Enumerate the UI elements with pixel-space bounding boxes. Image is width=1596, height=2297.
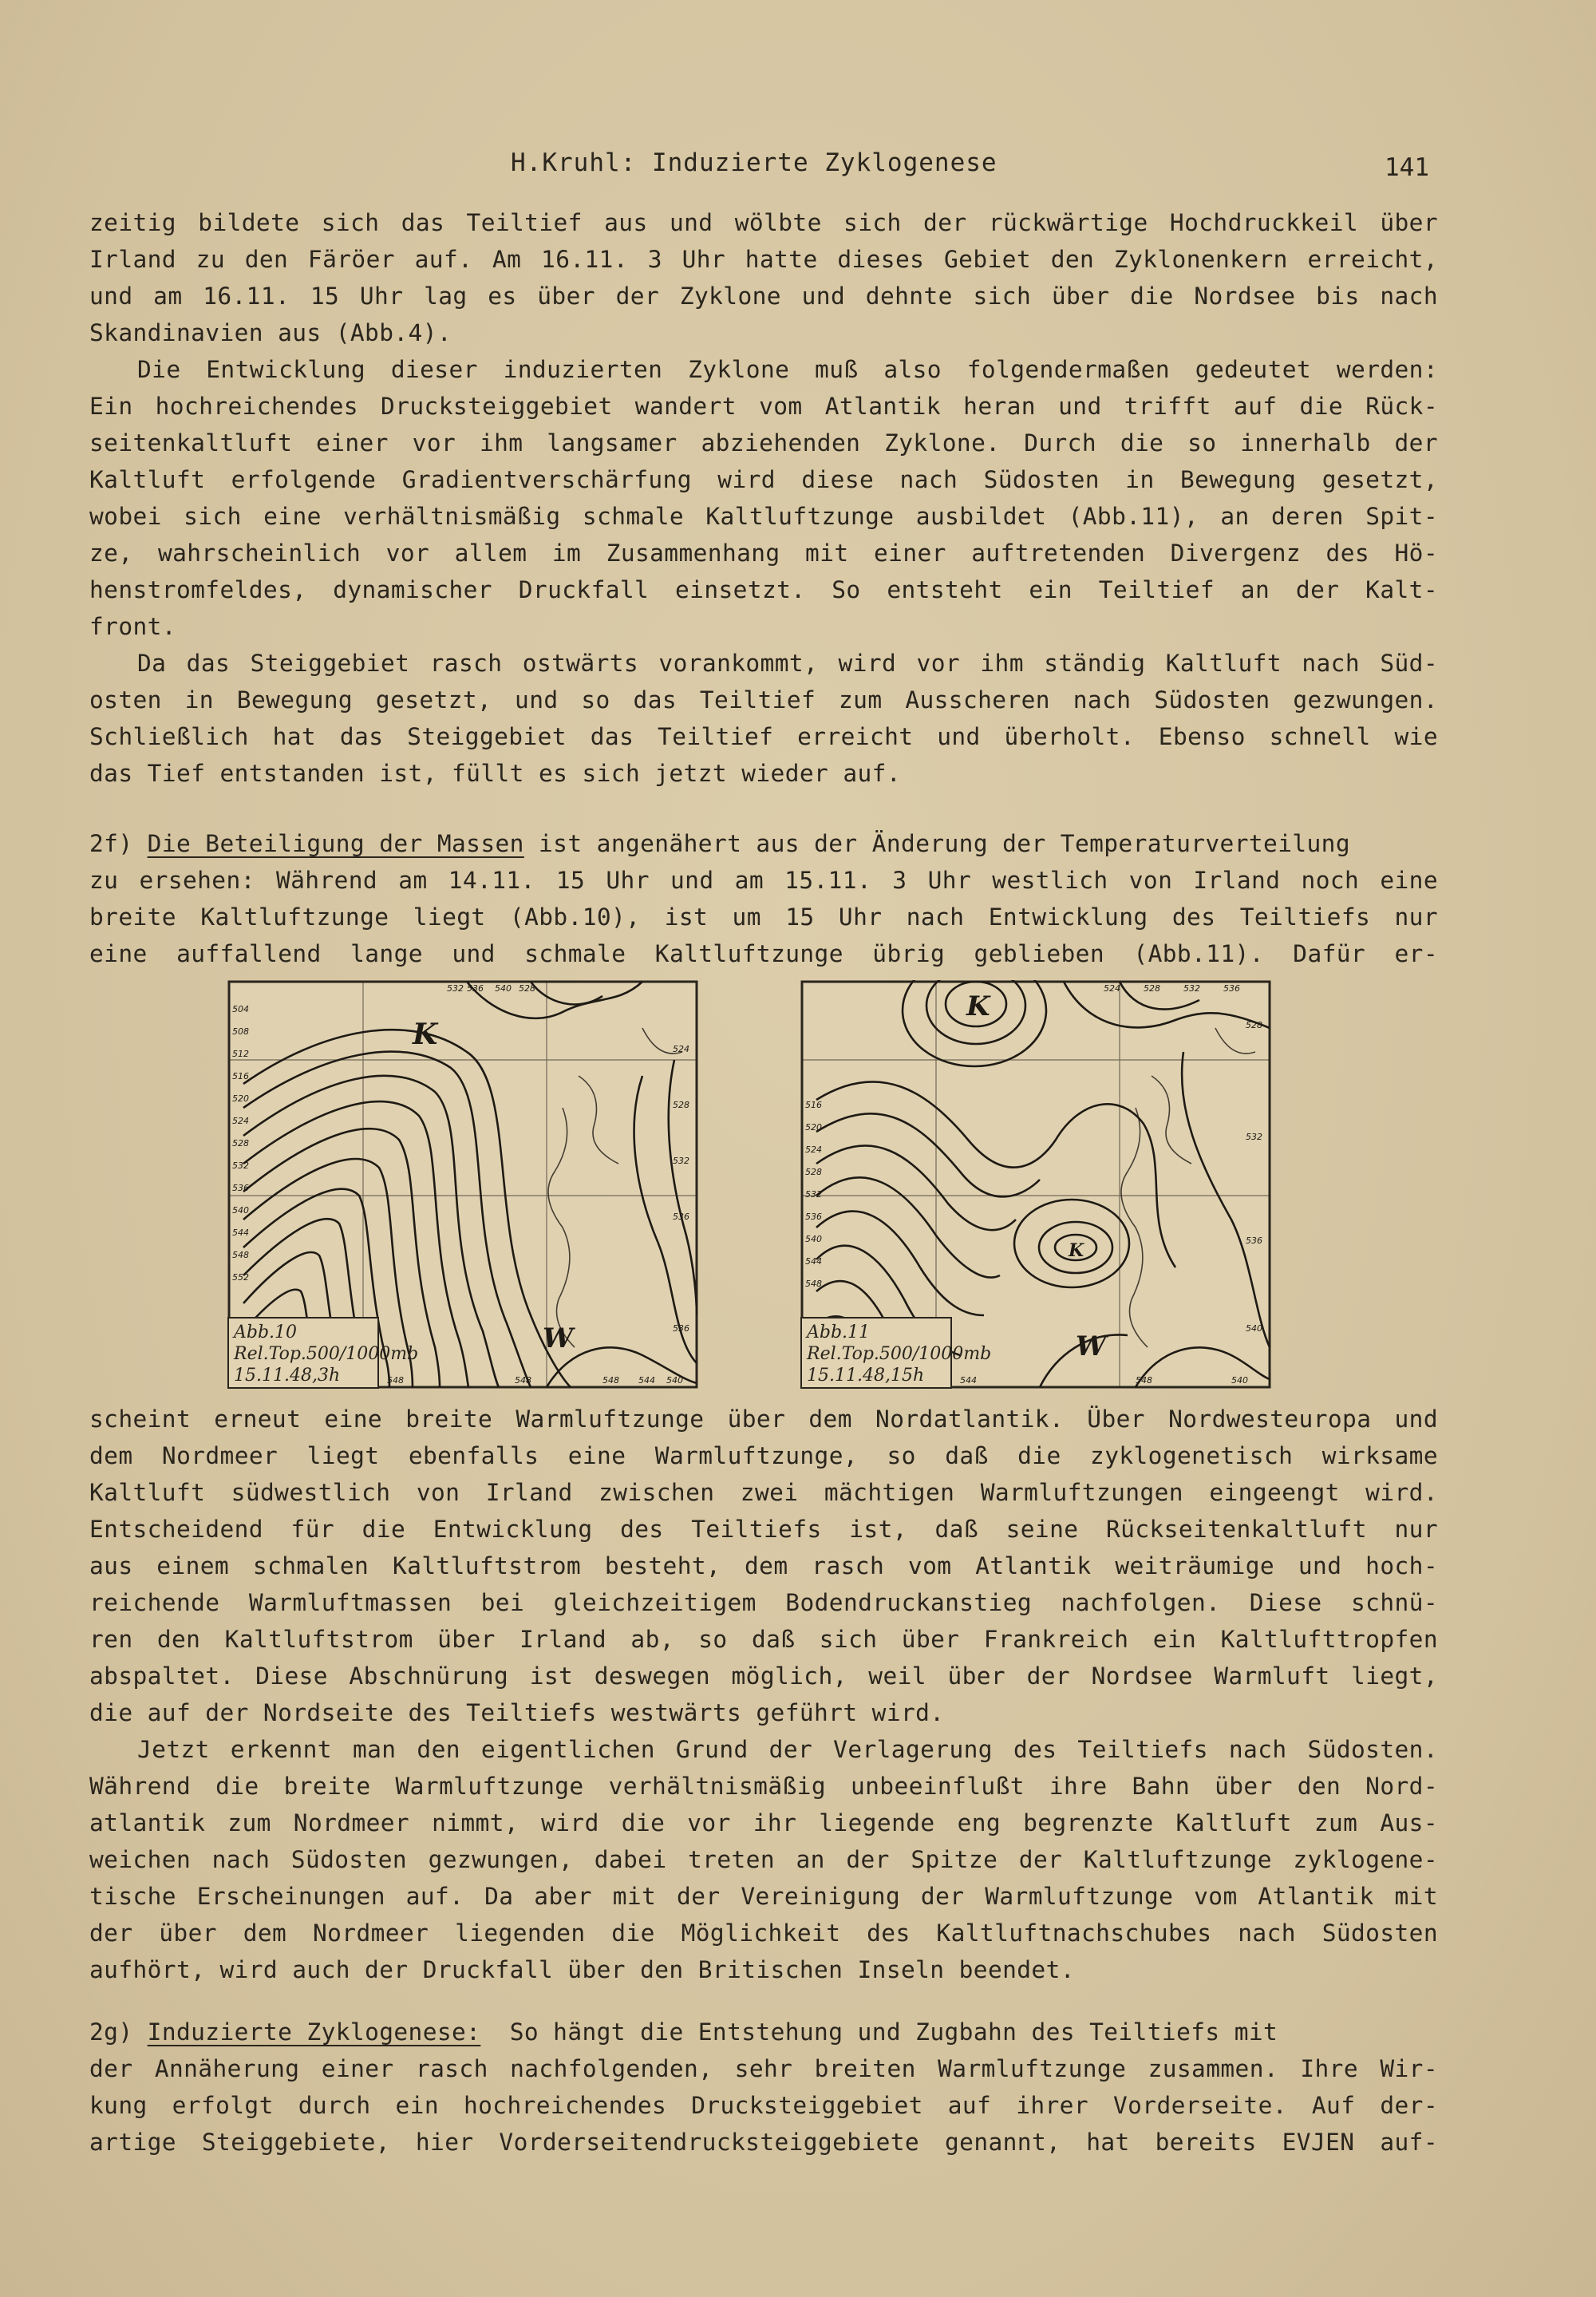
tick-label: 528 <box>673 1100 689 1110</box>
text-line: weichen nach Südosten gezwungen, dabei treten an der Spitze der Kaltluftzunge zyklogene- <box>89 1846 1438 1873</box>
tick-label: 540 <box>232 1205 249 1216</box>
section-number: 2g) <box>89 2018 133 2046</box>
text-line: Während die breite Warmluftzunge verhältnismäßig unbeeinflußt ihre Bahn über den Nord- <box>89 1773 1438 1800</box>
tick-label: 516 <box>805 1100 822 1110</box>
tick-label: 532 <box>232 1160 249 1171</box>
tick-label: 544 <box>638 1375 655 1386</box>
label-k: K <box>413 1018 438 1051</box>
text-line: wobei sich eine verhältnismäßig schmale Kaltluftzunge ausbildet (Abb.11), an deren Spit- <box>89 503 1438 530</box>
tick-label: 528 <box>519 983 535 994</box>
label-k: K <box>966 990 990 1022</box>
figure-abb10 <box>227 980 698 1389</box>
text-line: zeitig bildete sich das Teiltief aus und wölbte sich der rückwärtige Hochdruckkeil über <box>89 209 1438 236</box>
text-line: ren den Kaltluftstrom über Irland ab, so daß sich über Frankreich ein Kaltlufttropfen <box>89 1626 1438 1653</box>
caption-title: Abb.10 <box>234 1322 298 1342</box>
tick-label: 532 <box>673 1156 689 1166</box>
tick-label: 536 <box>232 1183 249 1193</box>
page-number: 141 <box>1385 153 1429 182</box>
text-line: seitenkaltluft einer vor ihm langsamer abziehenden Zyklone. Durch die so innerhalb der <box>89 429 1438 457</box>
text-line: Schließlich hat das Steiggebiet das Teiltief erreicht und überholt. Ebenso schnell wie <box>89 723 1438 750</box>
text-line: henstromfeldes, dynamischer Druckfall einsetzt. So entsteht ein Teiltief an der Kalt- <box>89 576 1438 603</box>
tick-label: 532 <box>447 983 464 994</box>
caption-title: Abb.11 <box>807 1322 871 1342</box>
text-line: tische Erscheinungen auf. Da aber mit der Vereinigung der Warmluftzunge vom Atlantik mit <box>89 1883 1438 1910</box>
text-line: aufhört, wird auch der Druckfall über den Britischen Inseln beendet. <box>89 1956 1075 1983</box>
label-w: W <box>1076 1330 1107 1362</box>
section-2g <box>89 2014 1438 2161</box>
text-line: reichende Warmluftmassen bei gleichzeitigem Bodendruckanstieg nachfolgen. Diese schnü- <box>89 1589 1438 1616</box>
tick-label: 548 <box>387 1375 404 1386</box>
caption-date: 15.11.48,3h <box>234 1366 341 1386</box>
tick-label: 536 <box>467 983 484 994</box>
text-line: Kaltluft erfolgende Gradientverschärfung wird diese nach Südosten in Bewegung gesetzt, <box>89 466 1438 493</box>
tick-label: 516 <box>232 1071 249 1081</box>
tick-label: 520 <box>805 1122 822 1133</box>
text-line: Skandinavien aus (Abb.4). <box>89 319 452 346</box>
tick-label: 524 <box>232 1116 249 1126</box>
page-header <box>0 145 1596 185</box>
text-line: Die Entwicklung dieser induzierten Zyklone muß also folgendermaßen gedeutet werden: <box>137 356 1438 383</box>
tick-label: 528 <box>1144 983 1160 994</box>
tick-label: 544 <box>232 1228 249 1238</box>
text-line: Da das Steiggebiet rasch ostwärts vorankommt, wird vor ihm ständig Kaltluft nach Süd- <box>137 650 1438 677</box>
tick-label: 548 <box>515 1375 531 1386</box>
text-line: Kaltluft südwestlich von Irland zwischen zwei mächtigen Warmluftzungen eingeengt wird. <box>89 1479 1438 1506</box>
text-line: front. <box>89 613 176 640</box>
tick-label: 536 <box>1223 983 1240 994</box>
label-w: W <box>543 1322 574 1354</box>
caption-description: Rel.Top.500/1000mb <box>807 1344 992 1364</box>
section-heading-line <box>89 825 1438 862</box>
section-heading: Induzierte Zyklogenese: <box>147 2018 481 2046</box>
text-line: abspaltet. Diese Abschnürung ist deswegen möglich, weil über der Nordsee Warmluft liegt, <box>89 1662 1438 1690</box>
tick-label: 544 <box>960 1375 977 1386</box>
section-heading: Die Beteiligung der Massen <box>147 830 524 857</box>
text-line: der über dem Nordmeer liegenden die Möglichkeit des Kaltluftnachschubes nach Südosten <box>89 1919 1438 1947</box>
tick-label: 540 <box>805 1234 822 1244</box>
text-line: So hängt die Entstehung und Zugbahn des Teiltiefs mit <box>509 2018 1278 2046</box>
text-line: ze, wahrscheinlich vor allem im Zusammenhang mit einer auftretenden Divergenz des Hö- <box>89 540 1438 567</box>
text-line: osten in Bewegung gesetzt, und so das Teiltief zum Ausscheren nach Südosten gezwungen. <box>89 686 1438 714</box>
tick-label: 508 <box>232 1026 249 1037</box>
tick-label: 524 <box>673 1044 689 1054</box>
tick-label: 548 <box>1136 1375 1152 1386</box>
tick-label: 536 <box>805 1212 822 1222</box>
tick-label: 548 <box>232 1250 249 1260</box>
text-block-bottom <box>89 1401 1438 1988</box>
tick-label: 528 <box>232 1138 249 1148</box>
text-line: aus einem schmalen Kaltluftstrom besteht, dem rasch vom Atlantik weiträumige und hoch- <box>89 1552 1438 1579</box>
text-line: das Tief entstanden ist, füllt es sich jetzt wieder auf. <box>89 760 901 787</box>
tick-label: 504 <box>232 1004 249 1014</box>
tick-label: 540 <box>666 1375 683 1386</box>
section-heading-line <box>89 2014 1438 2050</box>
tick-label: 532 <box>1246 1132 1262 1142</box>
text-line: dem Nordmeer liegt ebenfalls eine Warmluftzunge, so daß die zyklogenetisch wirksame <box>89 1442 1438 1469</box>
tick-label: 548 <box>805 1279 822 1289</box>
tick-label: 524 <box>805 1145 822 1155</box>
tick-label: 544 <box>805 1256 822 1267</box>
text-line: ist angenähert aus der Änderung der Temperaturverteilung <box>539 830 1351 857</box>
tick-label: 536 <box>1246 1235 1262 1246</box>
figures-row <box>227 980 1281 1389</box>
text-line: breite Kaltluftzunge liegt (Abb.10), ist um 15 Uhr nach Entwicklung des Teiltiefs nur <box>89 903 1438 931</box>
text-line: kung erfolgt durch ein hochreichendes Drucksteiggebiet auf ihrer Vorderseite. Auf der- <box>89 2092 1438 2119</box>
running-title: H.Kruhl: Induzierte Zyklogenese <box>511 148 998 177</box>
tick-label: 540 <box>1231 1375 1248 1386</box>
tick-label: 524 <box>1104 983 1120 994</box>
figure-abb11 <box>800 980 1271 1389</box>
text-line: die auf der Nordseite des Teiltiefs westwärts geführt wird. <box>89 1699 945 1726</box>
label-k-secondary: K <box>1069 1240 1084 1261</box>
tick-label: 520 <box>232 1093 249 1104</box>
tick-label: 536 <box>673 1212 689 1222</box>
text-line: Jetzt erkennt man den eigentlichen Grund der Verlagerung des Teiltiefs nach Südosten. <box>137 1736 1438 1763</box>
text-line: Irland zu den Färöer auf. Am 16.11. 3 Uhr hatte dieses Gebiet den Zyklonenkern erreicht, <box>89 246 1438 273</box>
tick-label: 528 <box>805 1167 822 1177</box>
tick-label: 532 <box>1183 983 1200 994</box>
text-line: und am 16.11. 15 Uhr lag es über der Zyklone und dehnte sich über die Nordsee bis nach <box>89 283 1438 310</box>
section-2f <box>89 825 1438 972</box>
tick-label: 548 <box>602 1375 619 1386</box>
tick-label: 532 <box>805 1189 822 1200</box>
text-block-top <box>89 204 1438 792</box>
text-line: Ein hochreichendes Drucksteiggebiet wandert vom Atlantik heran und trifft auf die Rück- <box>89 393 1438 420</box>
text-line: zu ersehen: Während am 14.11. 15 Uhr und am 15.11. 3 Uhr westlich von Irland noch eine <box>89 867 1438 894</box>
text-line: scheint erneut eine breite Warmluftzunge über dem Nordatlantik. Über Nordwesteuropa und <box>89 1405 1438 1433</box>
tick-label: 540 <box>1246 1323 1262 1334</box>
tick-label: 512 <box>232 1049 249 1059</box>
tick-label: 528 <box>1246 1020 1262 1030</box>
section-number: 2f) <box>89 830 133 857</box>
tick-label: 536 <box>673 1323 689 1334</box>
text-line: eine auffallend lange und schmale Kaltluftzunge übrig geblieben (Abb.11). Dafür er- <box>89 940 1438 967</box>
text-line: Entscheidend für die Entwicklung des Teiltiefs ist, daß seine Rückseitenkaltluft nur <box>89 1516 1438 1543</box>
caption-date: 15.11.48,15h <box>807 1366 925 1386</box>
text-line: artige Steiggebiete, hier Vorderseitendrucksteiggebiete genannt, hat bereits EVJEN auf- <box>89 2129 1438 2156</box>
caption-description: Rel.Top.500/1000mb <box>234 1344 419 1364</box>
text-line: atlantik zum Nordmeer nimmt, wird die vor ihr liegende eng begrenzte Kaltluft zum Aus- <box>89 1809 1438 1836</box>
text-line: der Annäherung einer rasch nachfolgenden, sehr breiten Warmluftzunge zusammen. Ihre Wir- <box>89 2055 1438 2082</box>
tick-label: 552 <box>232 1272 249 1283</box>
tick-label: 540 <box>495 983 512 994</box>
